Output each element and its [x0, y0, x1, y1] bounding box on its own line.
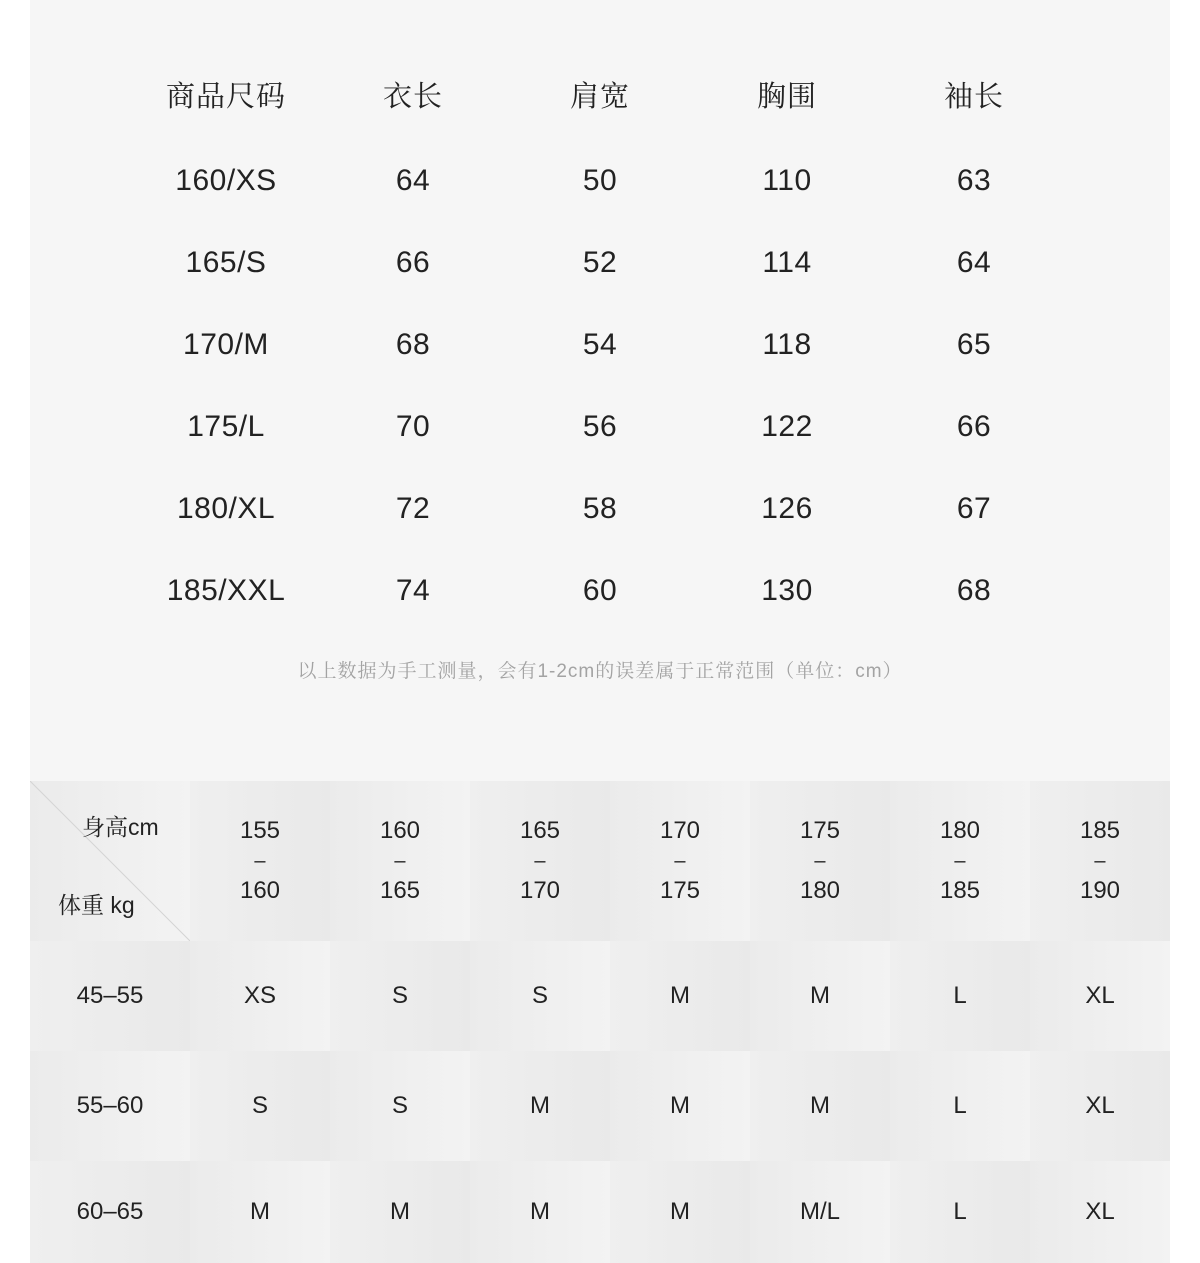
height-range-cell [610, 781, 750, 941]
cell-chest: 122 [761, 410, 813, 443]
weight-range-cell: 45–55 [30, 941, 190, 1051]
height-to: 175 [659, 877, 701, 904]
range-dash: – [674, 850, 686, 872]
cell-size: 160/XS [175, 164, 277, 197]
cell-sleeve: 63 [956, 164, 992, 197]
header-length: 衣长 [382, 80, 443, 113]
range-dash: – [814, 850, 826, 872]
range-dash: – [954, 850, 966, 872]
size-cell: L [890, 941, 1030, 1051]
size-cell: XS [190, 941, 330, 1051]
size-cell: S [190, 1051, 330, 1161]
height-from: 165 [519, 817, 561, 844]
cell-shoulder: 54 [582, 328, 618, 361]
weight-range-cell: 60–65 [30, 1161, 190, 1263]
height-to: 160 [239, 877, 281, 904]
cell-length: 70 [395, 410, 431, 443]
cell-length: 66 [395, 246, 431, 279]
height-from: 170 [659, 817, 701, 844]
header-sleeve: 袖长 [943, 80, 1004, 113]
cell-length: 72 [395, 492, 431, 525]
size-cell: M/L [750, 1161, 890, 1263]
height-range-cell [890, 781, 1030, 941]
cell-sleeve: 66 [956, 410, 992, 443]
size-cell: XL [1030, 941, 1170, 1051]
cell-chest: 114 [762, 246, 812, 279]
size-cell: M [750, 1051, 890, 1161]
cell-length: 68 [395, 328, 431, 361]
cell-size: 175/L [187, 410, 265, 443]
size-cell: L [890, 1161, 1030, 1263]
size-cell: L [890, 1051, 1030, 1161]
measurement-row [30, 222, 1170, 304]
cell-chest: 130 [761, 574, 813, 607]
size-cell: M [610, 1161, 750, 1263]
range-dash: – [534, 850, 546, 872]
size-cell: M [190, 1161, 330, 1263]
weight-row [30, 1051, 1170, 1161]
measurement-row [30, 140, 1170, 222]
cell-shoulder: 50 [582, 164, 618, 197]
range-dash: – [1094, 850, 1106, 872]
size-cell: M [610, 1051, 750, 1161]
weight-row [30, 941, 1170, 1051]
cell-sleeve: 68 [956, 574, 992, 607]
measurement-table [30, 48, 1170, 632]
header-shoulder: 肩宽 [569, 80, 630, 113]
size-cell: S [330, 1051, 470, 1161]
weight-range-cell: 55–60 [30, 1051, 190, 1161]
cell-shoulder: 60 [582, 574, 618, 607]
size-cell: M [330, 1161, 470, 1263]
cell-chest: 110 [762, 164, 812, 197]
measurement-row [30, 304, 1170, 386]
cell-size: 165/S [185, 246, 267, 279]
cell-chest: 118 [762, 328, 812, 361]
cell-length: 64 [395, 164, 431, 197]
height-from: 185 [1079, 817, 1121, 844]
weight-row [30, 1161, 1170, 1263]
height-to: 165 [379, 877, 421, 904]
size-cell: M [470, 1051, 610, 1161]
height-from: 155 [239, 817, 281, 844]
cell-sleeve: 64 [956, 246, 992, 279]
measurement-note: 以上数据为手工测量，会有1-2cm的误差属于正常范围（单位：cm） [297, 661, 903, 682]
measurement-row [30, 386, 1170, 468]
grid-corner-cell [30, 781, 190, 941]
size-cell: S [470, 941, 610, 1051]
size-cell: S [330, 941, 470, 1051]
measurement-row [30, 468, 1170, 550]
cell-sleeve: 67 [956, 492, 992, 525]
cell-size: 185/XXL [166, 574, 286, 607]
height-from: 175 [799, 817, 841, 844]
height-to: 170 [519, 877, 561, 904]
height-to: 190 [1079, 877, 1121, 904]
weight-axis-label: 体重 kg [58, 892, 135, 918]
size-cell: M [750, 941, 890, 1051]
height-range-cell [330, 781, 470, 941]
cell-size: 170/M [183, 328, 269, 361]
size-cell: XL [1030, 1161, 1170, 1263]
size-recommendation-grid [30, 781, 1170, 1263]
measurement-header-row [30, 48, 1170, 140]
cell-length: 74 [395, 574, 431, 607]
cell-size: 180/XL [176, 492, 276, 525]
range-dash: – [254, 850, 266, 872]
height-axis-label: 身高cm [82, 814, 159, 840]
cell-sleeve: 65 [956, 328, 992, 361]
height-to: 185 [939, 877, 981, 904]
height-to: 180 [799, 877, 841, 904]
height-from: 160 [379, 817, 421, 844]
height-from: 180 [939, 817, 981, 844]
height-range-cell [750, 781, 890, 941]
cell-chest: 126 [761, 492, 813, 525]
cell-shoulder: 52 [582, 246, 618, 279]
size-cell: M [610, 941, 750, 1051]
range-dash: – [394, 850, 406, 872]
size-cell: M [470, 1161, 610, 1263]
height-range-cell [190, 781, 330, 941]
height-range-cell [470, 781, 610, 941]
size-cell: XL [1030, 1051, 1170, 1161]
height-range-cell [1030, 781, 1170, 941]
height-header-row [30, 781, 1170, 941]
cell-shoulder: 58 [582, 492, 618, 525]
cell-shoulder: 56 [582, 410, 618, 443]
header-chest: 胸围 [756, 80, 817, 113]
header-size: 商品尺码 [165, 80, 286, 113]
size-chart-panel [30, 0, 1170, 1263]
measurement-row [30, 550, 1170, 632]
